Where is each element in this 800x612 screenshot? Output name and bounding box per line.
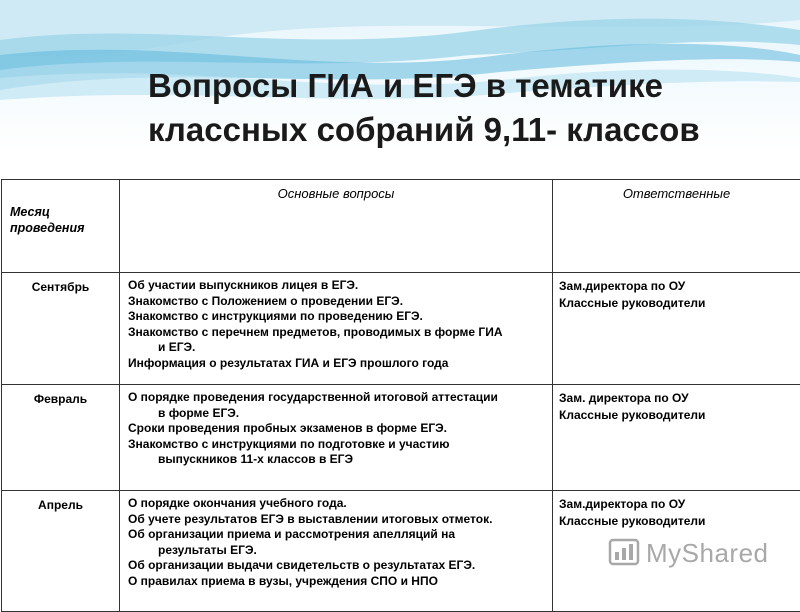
topics-cell xyxy=(120,491,553,612)
topics-cell xyxy=(120,273,553,385)
topic-item-continuation: результаты ЕГЭ. xyxy=(128,543,544,559)
responsible-cell xyxy=(553,273,800,385)
responsible-item: Классные руководители xyxy=(559,295,794,312)
topics-cell xyxy=(120,385,553,491)
responsible-item: Классные руководители xyxy=(559,407,794,424)
topic-item: Сроки проведения пробных экзаменов в форме ЕГЭ. xyxy=(128,421,544,437)
topic-item-continuation: выпускников 11-х классов в ЕГЭ xyxy=(128,452,544,468)
header-responsible xyxy=(553,180,800,273)
topic-item: Информация о результатах ГИА и ЕГЭ прошлого года xyxy=(128,356,544,372)
responsible-item: Зам. директора по ОУ xyxy=(559,390,794,407)
slide-title-line1: Вопросы ГИА и ЕГЭ в тематике xyxy=(148,64,768,108)
topic-item: Об организации выдачи свидетельств о результатах ЕГЭ. xyxy=(128,558,544,574)
responsible-item: Зам.директора по ОУ xyxy=(559,496,794,513)
table-row xyxy=(2,273,800,385)
topic-item: Знакомство с перечнем предметов, проводимых в форме ГИА xyxy=(128,325,544,341)
responsible-item: Классные руководители xyxy=(559,513,794,530)
topic-item: Об участии выпускников лицея в ЕГЭ. xyxy=(128,278,544,294)
watermark-text: MyShared xyxy=(646,538,769,569)
topic-item: Знакомство с Положением о проведении ЕГЭ. xyxy=(128,294,544,310)
slide-title xyxy=(148,64,768,152)
topic-item-continuation: и ЕГЭ. xyxy=(128,340,544,356)
month-cell: Апрель xyxy=(2,491,120,612)
responsible-item: Зам.директора по ОУ xyxy=(559,278,794,295)
topic-item: О правилах приема в вузы, учреждения СПО и НПО xyxy=(128,574,544,590)
topic-item: Знакомство с инструкциями по проведению ЕГЭ. xyxy=(128,309,544,325)
header-topics xyxy=(120,180,553,273)
bar-chart-icon xyxy=(608,538,640,568)
table-row xyxy=(2,385,800,491)
month-cell: Сентябрь xyxy=(2,273,120,385)
header-responsible-label: Ответственные xyxy=(553,180,800,201)
header-topics-label: Основные вопросы xyxy=(120,180,552,201)
topic-item: Об учете результатов ЕГЭ в выставлении итоговых отметок. xyxy=(128,512,544,528)
header-month xyxy=(2,180,120,273)
topic-item: Об организации приема и рассмотрения апелляций на xyxy=(128,527,544,543)
header-month-line2: проведения xyxy=(10,220,119,236)
slide-title-line2: классных собраний 9,11- классов xyxy=(148,108,768,152)
myshared-watermark xyxy=(608,536,769,570)
topic-item: О порядке проведения государственной итоговой аттестации xyxy=(128,390,544,406)
month-cell: Февраль xyxy=(2,385,120,491)
responsible-cell xyxy=(553,385,800,491)
table-header-row xyxy=(2,180,800,273)
topic-item-continuation: в форме ЕГЭ. xyxy=(128,406,544,422)
header-month-line1: Месяц xyxy=(10,204,119,220)
topic-item: О порядке окончания учебного года. xyxy=(128,496,544,512)
topic-item: Знакомство с инструкциями по подготовке и участию xyxy=(128,437,544,453)
